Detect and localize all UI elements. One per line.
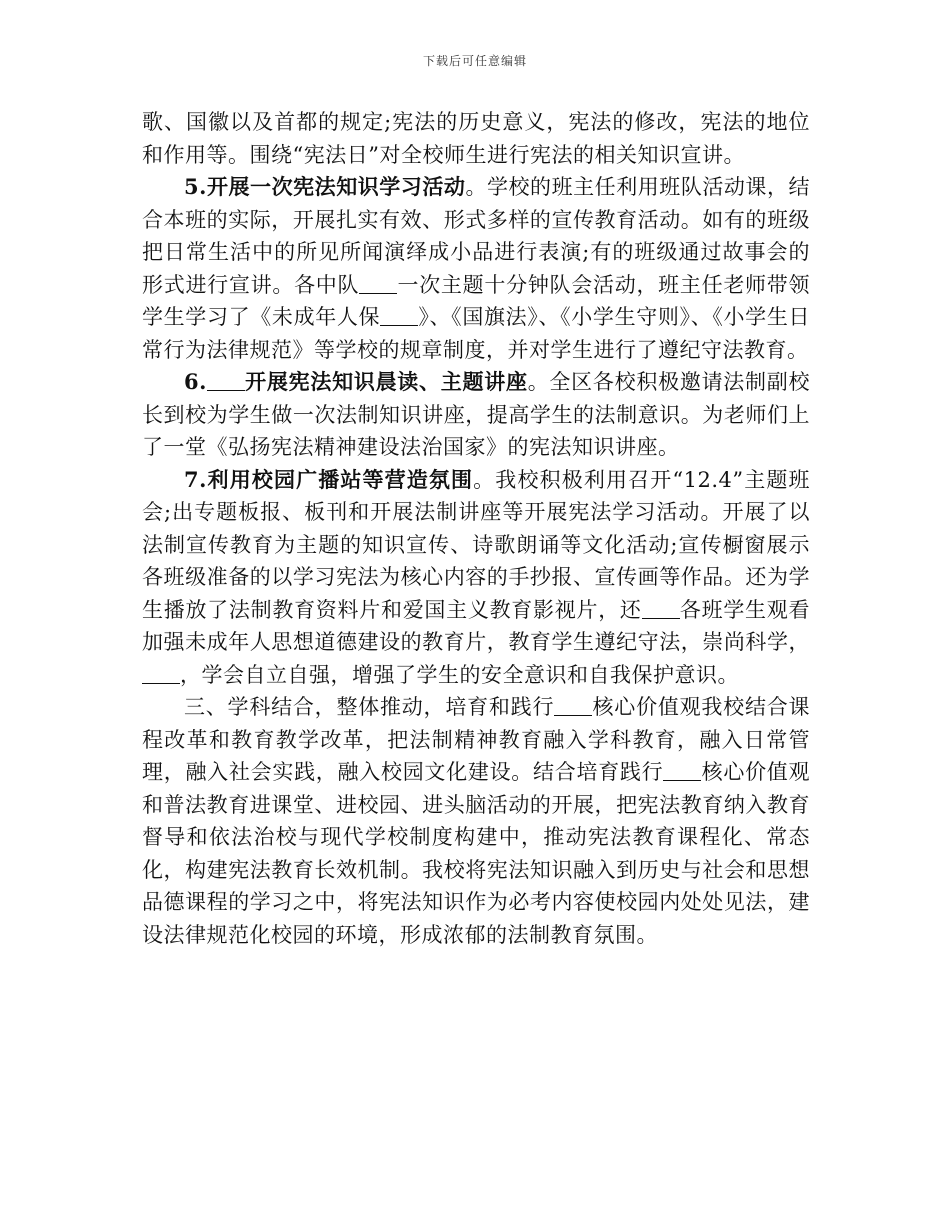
paragraph-section-3 bbox=[142, 691, 810, 951]
paragraph-item-7 bbox=[142, 464, 810, 692]
item-7-heading: 7.利用校园广播站等营造氛围 bbox=[184, 466, 474, 492]
section-3-text-3: 核心价值观和普法教育进课堂、进校园、进头脑活动的开展，把宪法教育纳入教育督导和依法治校与现代学校制度构建中，推动宪法教育课程化、常态化，构建宪法教育长效机制。我校将宪法知识融入到历史与社会和思想品德课程的学习之中，将宪法知识作为必考内容使校园内处处见法，建设法律规范化校园的环境，形成浓郁的法制教育氛围。 bbox=[142, 760, 811, 947]
paragraph-constitution-content: 歌、国徽以及首都的规定;宪法的历史意义，宪法的修改，宪法的地位和作用等。围绕“宪法日”对全校师生进行宪法的相关知识宣讲。 bbox=[142, 110, 810, 167]
item-6-heading: 开展宪法知识晨读、主题讲座 bbox=[244, 369, 528, 394]
item-7-text-2: 各班学生观看加强未成年人思想道德建设的教育片，教育学生遵纪守法，崇尚科学， bbox=[142, 597, 811, 654]
item-7-text-1: 。我校积极利用召开“12.4”主题班会;出专题板报、板刊和开展法制讲座等开展宪法学习活动。开展了以法制宣传教育为主题的知识宣传、诗歌朗诵等文化活动;宣传橱窗展示各班级准备的以学习宪法为核心内容的手抄报、宣传画等作品。还为学生播放了法制教育资料片和爱国主义教育影视片，还 bbox=[142, 467, 811, 622]
section-3-text-1: 三、学科结合，整体推动，培育和践行 bbox=[184, 695, 555, 719]
item-5-heading: 5.开展一次宪法知识学习活动 bbox=[184, 174, 466, 199]
blank-line bbox=[380, 305, 418, 326]
blank-line bbox=[642, 598, 680, 619]
blank-line bbox=[142, 663, 180, 684]
item-5-text-2: 一次主题十分钟队会活动，班主任老师带领学生学习了《未成年人保 bbox=[142, 272, 811, 329]
item-6-heading-number: 6. bbox=[184, 369, 207, 394]
item-6-text-1: 。全区各校积极邀请法制副校长到校为学生做一次法制知识讲座，提高学生的法制意识。为老师们上了一堂《弘扬宪法精神建设法治国家》的宪法知识讲座。 bbox=[142, 370, 811, 459]
item-5-text-3: 》、《国旗法》、《小学生守则》、《小学生日常行为法律规范》等学校的规章制度，并对学生进行了遵纪守法教育。 bbox=[142, 305, 810, 362]
blank-line bbox=[359, 273, 397, 294]
paragraph-item-6 bbox=[142, 366, 810, 464]
section-3-text-2: 核心价值观我校结合课程改革和教育教学改革，把法制精神教育融入学科教育，融入日常管理，融入社会实践，融入校园文化建设。结合培育践行 bbox=[142, 695, 811, 784]
document-body bbox=[142, 106, 810, 951]
item-7-text-3: ，学会自立自强，增强了学生的安全意识和自我保护意识。 bbox=[180, 662, 739, 687]
blank-line bbox=[554, 695, 592, 716]
paragraph-item-5 bbox=[142, 171, 810, 366]
page-header: 下载后可任意编辑 bbox=[422, 54, 527, 68]
blank-line bbox=[663, 760, 701, 781]
blank-line bbox=[207, 370, 245, 391]
item-5-text-1: 。学校的班主任利用班队活动课，结合本班的实际，开展扎实有效、形式多样的宣传教育活动。如有的班级把日常生活中的所见所闻演绎成小品进行表演;有的班级通过故事会的形式进行宣讲。各中队 bbox=[142, 175, 811, 297]
